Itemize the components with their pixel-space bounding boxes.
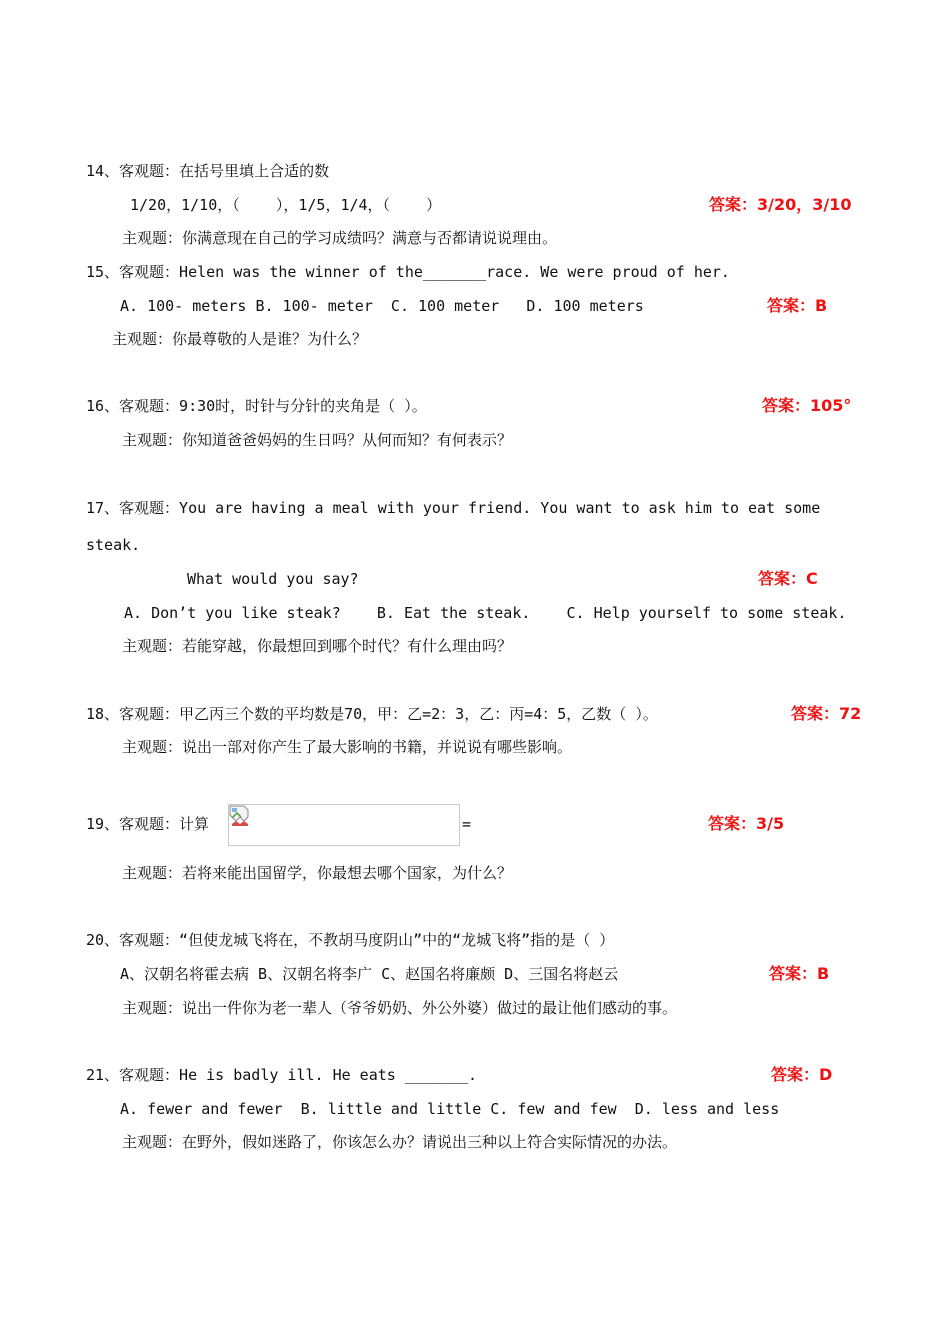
q17-answer: 答案：C (758, 569, 818, 588)
q21-answer: 答案：D (771, 1065, 833, 1084)
q19-answer: 答案：3/5 (708, 814, 785, 833)
q20-title: 20、客观题：“但使龙城飞将在，不教胡马度阴山”中的“龙城飞将”指的是（ ） (86, 931, 615, 949)
q16-answer: 答案：105° (762, 396, 852, 415)
q21-options: A. fewer and fewer B. little and little C. few and few D. less and less (120, 1100, 780, 1118)
q18-subjective: 主观题：说出一部对你产生了最大影响的书籍，并说说有哪些影响。 (122, 738, 573, 756)
q14-answer: 答案：3/20，3/10 (709, 195, 852, 214)
q19-title: 19、客观题：计算 (86, 815, 210, 833)
q15-options: A. 100- meters B. 100- meter C. 100 meter D. 100 meters (120, 297, 644, 315)
q15-title: 15、客观题：Helen was the winner of the_______race. We were proud of her. (86, 263, 730, 281)
q21-subjective: 主观题：在野外，假如迷路了，你该怎么办？请说出三种以上符合实际情况的办法。 (122, 1133, 678, 1151)
q16-subjective: 主观题：你知道爸爸妈妈的生日吗？从何而知？有何表示？ (122, 431, 513, 449)
q17-subjective: 主观题：若能穿越，你最想回到哪个时代？有什么理由吗？ (122, 637, 513, 655)
q14-title: 14、客观题：在括号里填上合适的数 (86, 162, 330, 180)
broken-image-icon (229, 805, 249, 827)
q17-title: 17、客观题：You are having a meal with your friend. You want to ask him to eat some (86, 499, 821, 517)
q18-title: 18、客观题：甲乙丙三个数的平均数是70，甲：乙=2：3，乙：丙=4：5，乙数（ ）。 (86, 705, 658, 723)
q20-subjective: 主观题：说出一件你为老一辈人（爷爷奶奶、外公外婆）做过的最让他们感动的事。 (122, 999, 678, 1017)
q17-question: What would you say? (187, 570, 359, 588)
q21-title: 21、客观题：He is badly ill. He eats _______. (86, 1066, 478, 1084)
q19-subjective: 主观题：若将来能出国留学，你最想去哪个国家，为什么？ (122, 864, 513, 882)
q15-answer: 答案：B (767, 296, 828, 315)
q14-subjective: 主观题：你满意现在自己的学习成绩吗？满意与否都请说说理由。 (122, 229, 558, 247)
q20-answer: 答案：B (769, 964, 830, 983)
formula-image (228, 804, 460, 846)
q15-subjective: 主观题：你最尊敬的人是谁？为什么？ (112, 330, 368, 348)
q17-title-continued: steak. (86, 536, 141, 554)
q16-title: 16、客观题：9:30时，时针与分针的夹角是（ ）。 (86, 397, 427, 415)
q18-answer: 答案：72 (791, 704, 862, 723)
q20-options: A、汉朝名将霍去病 B、汉朝名将李广 C、赵国名将廉颇 D、三国名将赵云 (120, 965, 619, 983)
q19-equals: = (462, 815, 472, 833)
q17-options: A. Don’t you like steak? B. Eat the steak. C. Help yourself to some steak. (124, 604, 847, 622)
q14-sequence: 1/20，1/10，（ ），1/5，1/4，（ ） (130, 196, 442, 214)
